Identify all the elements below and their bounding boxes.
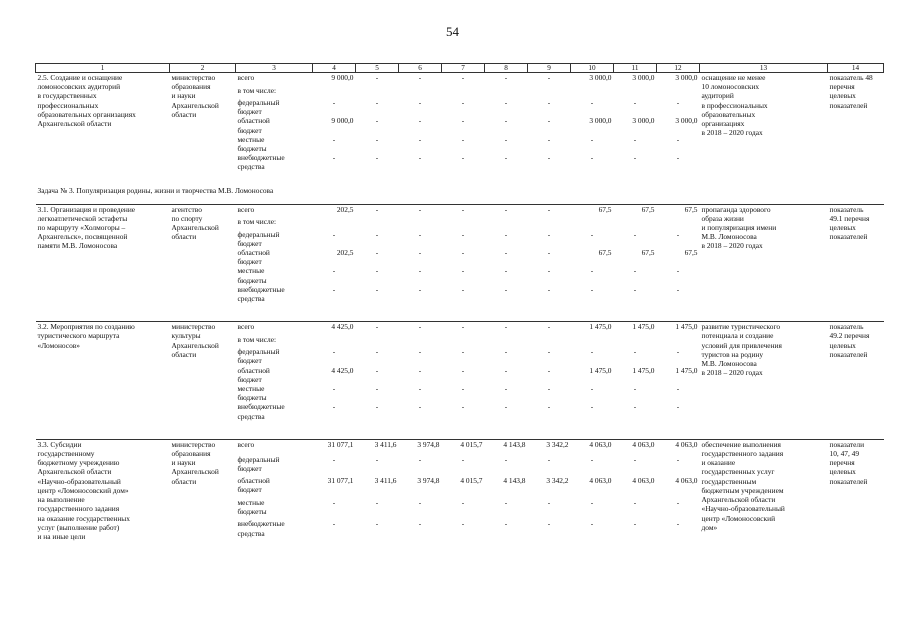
amount-cell: -	[418, 402, 422, 412]
measure-title: 3.2. Мероприятия по созданию туристического маршрута «Ломоносов»	[37, 322, 135, 350]
amount-cell: 3 974,8	[417, 439, 440, 449]
amount-cell: -	[375, 73, 379, 82]
amount-cell: -	[676, 229, 680, 239]
amount-cell: -	[418, 73, 422, 82]
amount-cell: 1 475,0	[675, 322, 698, 332]
amount-cell: -	[547, 365, 551, 375]
amount-cell: -	[633, 497, 637, 507]
amount-cell: -	[547, 116, 551, 126]
amount-cell: -	[547, 153, 551, 163]
amount-cell: -	[547, 402, 551, 412]
amount-cell: -	[633, 519, 637, 529]
amount-cell	[356, 335, 399, 348]
amount-cell: -	[547, 497, 551, 507]
executor: министерство культуры Архангельской области	[171, 322, 219, 359]
amount-cell: 4 063,0	[675, 476, 698, 486]
amount-cell	[313, 86, 356, 99]
amount-cell	[614, 86, 657, 99]
amount-cell	[442, 217, 485, 230]
amount-cell: -	[461, 116, 465, 126]
amount-cell: -	[461, 98, 465, 107]
amount-cell: 31 077,1	[327, 439, 354, 449]
funding-source: всего	[237, 439, 255, 449]
amount-cell: -	[418, 229, 422, 239]
amount-cell	[571, 335, 614, 348]
amount-cell: -	[633, 347, 637, 357]
amount-cell: 4 015,7	[460, 439, 483, 449]
executor: министерство образования и науки Архангельской области	[171, 73, 219, 119]
amount-cell: -	[633, 266, 637, 276]
amount-cell: -	[461, 322, 465, 332]
amount-cell: -	[590, 98, 594, 107]
header-cell: 5	[356, 64, 399, 73]
amount-cell: -	[375, 365, 379, 375]
amount-cell: -	[633, 98, 637, 107]
amount-cell: 4 143,8	[503, 476, 526, 486]
amount-cell: -	[375, 98, 379, 107]
amount-cell: -	[375, 284, 379, 294]
amount-cell: -	[418, 134, 422, 144]
executor: агентство по спорту Архангельской области	[171, 204, 219, 242]
section-gap	[36, 303, 884, 322]
amount-cell: -	[633, 284, 637, 294]
amount-cell: -	[332, 98, 336, 107]
measure-title: 3.1. Организация и проведение легкоатлетической эстафеты по маршруту «Холмогоры – Архангельск», посвященной памяти М.В. Ломоносова	[37, 204, 136, 251]
gap-cell	[36, 421, 884, 440]
amount-cell: -	[504, 248, 508, 258]
amount-cell: -	[504, 402, 508, 412]
amount-cell: -	[461, 497, 465, 507]
funding-source: местные бюджеты	[237, 134, 267, 154]
expected-result: развитие туристического потенциала и создание условий для привлечения туристов на родину М.В. Ломоносова в 2018 – 2020 годах	[701, 322, 782, 378]
funding-source: федеральный бюджет	[237, 347, 280, 366]
amount-cell	[614, 335, 657, 348]
indicator: показатель 49.1 перечня целевых показателей	[829, 204, 870, 242]
page-number: 54	[446, 24, 459, 39]
gap-cell	[36, 303, 884, 322]
expected-result: обеспечение выполнения государственного задания и оказание государственных услуг государственным бюджетным учреждением Архангельской области «Научно-образовательный центр «Ломоносовский дом»	[701, 439, 785, 532]
amount-cell	[528, 335, 571, 348]
amount-cell: 3 000,0	[632, 73, 655, 82]
amount-cell: -	[375, 384, 379, 394]
amount-cell: 1 475,0	[675, 365, 698, 375]
amount-cell: -	[590, 402, 594, 412]
header-cell: 11	[614, 64, 657, 73]
amount-cell: -	[461, 384, 465, 394]
amount-cell: 4 063,0	[589, 439, 612, 449]
amount-cell: -	[332, 134, 336, 144]
amount-cell: 3 000,0	[675, 73, 698, 82]
amount-cell: 9 000,0	[331, 73, 354, 82]
amount-cell: -	[418, 204, 422, 214]
amount-cell: -	[332, 266, 336, 276]
amount-cell: -	[504, 204, 508, 214]
header-cell: 12	[657, 64, 700, 73]
amount-cell: 67,5	[641, 204, 655, 214]
amount-cell: 1 475,0	[589, 322, 612, 332]
amount-cell: -	[332, 229, 336, 239]
amount-cell: 3 342,2	[546, 439, 569, 449]
indicator: показатель 48 перечня целевых показателей	[829, 73, 873, 110]
amount-cell: -	[418, 347, 422, 357]
amount-cell	[528, 217, 571, 230]
amount-cell: -	[590, 347, 594, 357]
amount-cell: -	[676, 266, 680, 276]
amount-cell: 3 411,6	[374, 476, 397, 486]
funding-source: областной бюджет	[237, 248, 270, 267]
amount-cell: 3 000,0	[589, 116, 612, 126]
section-gap	[36, 172, 884, 182]
amount-cell: -	[590, 454, 594, 464]
amount-cell: -	[633, 384, 637, 394]
funding-source: всего	[237, 322, 255, 332]
amount-cell: -	[676, 284, 680, 294]
amount-cell: -	[590, 153, 594, 163]
amount-cell: -	[547, 73, 551, 82]
amount-cell: -	[418, 365, 422, 375]
amount-cell: -	[375, 322, 379, 332]
amount-cell: -	[332, 454, 336, 464]
amount-cell: -	[461, 134, 465, 144]
amount-cell	[614, 217, 657, 230]
header-cell: 2	[170, 64, 236, 73]
amount-cell: -	[461, 284, 465, 294]
amount-cell: -	[547, 229, 551, 239]
table-row	[36, 73, 884, 86]
table-body	[36, 73, 884, 542]
funding-source: внебюджетные средства	[237, 153, 285, 172]
amount-cell: -	[547, 519, 551, 529]
amount-cell: -	[633, 134, 637, 144]
amount-cell: -	[547, 98, 551, 107]
table-row	[36, 205, 884, 218]
header-cell: 1	[36, 64, 170, 73]
amount-cell: -	[633, 153, 637, 163]
table-row	[36, 440, 884, 455]
amount-cell: -	[504, 153, 508, 163]
amount-cell: -	[418, 153, 422, 163]
amount-cell: -	[504, 266, 508, 276]
amount-cell: -	[418, 266, 422, 276]
amount-cell: -	[504, 384, 508, 394]
executor: министерство образования и науки Архангельской области	[171, 439, 219, 486]
header-cell: 14	[828, 64, 884, 73]
amount-cell	[399, 217, 442, 230]
header-cell: 13	[700, 64, 828, 73]
measure-title: 3.3. Субсидии государственному бюджетному учреждению Архангельской области «Научно-образовательный центр «Ломоносовский дом» на выполнение государственного задания на оказание государственных услуг (выполнение работ) и на иные цели	[37, 439, 130, 541]
funding-source: областной бюджет	[237, 116, 270, 135]
amount-cell: -	[461, 365, 465, 375]
amount-cell: -	[676, 519, 680, 529]
amount-cell: -	[418, 284, 422, 294]
amount-cell: 202,5	[336, 248, 354, 258]
amount-cell: -	[461, 73, 465, 82]
funding-source: внебюджетные средства	[237, 284, 285, 304]
amount-cell	[571, 86, 614, 99]
amount-cell: 3 974,8	[417, 476, 440, 486]
amount-cell: 67,5	[598, 204, 612, 214]
table-row	[36, 322, 884, 335]
amount-cell: 67,5	[641, 248, 655, 258]
task-row	[36, 182, 884, 205]
funding-source: местные бюджеты	[237, 384, 267, 403]
amount-cell: -	[504, 116, 508, 126]
expected-result: оснащение не менее 10 ломоносовских аудиторий в профессиональных образовательных организациях в 2018 – 2020 годах	[701, 73, 768, 138]
amount-cell	[313, 217, 356, 230]
amount-cell: -	[461, 266, 465, 276]
amount-cell: -	[332, 153, 336, 163]
amount-cell: -	[504, 365, 508, 375]
amount-cell: -	[418, 497, 422, 507]
header-cell: 10	[571, 64, 614, 73]
amount-cell	[657, 217, 700, 230]
amount-cell	[399, 86, 442, 99]
amount-cell	[442, 335, 485, 348]
funding-source: федеральный бюджет	[237, 98, 280, 117]
indicator: показатель 49.2 перечня целевых показателей	[829, 322, 870, 359]
amount-cell: -	[547, 384, 551, 394]
amount-cell: -	[547, 454, 551, 464]
amount-cell: -	[547, 322, 551, 332]
amount-cell	[442, 86, 485, 99]
funding-source: местные бюджеты	[237, 266, 267, 285]
amount-cell: 1 475,0	[589, 365, 612, 375]
amount-cell: -	[375, 153, 379, 163]
amount-cell: 1 475,0	[632, 365, 655, 375]
amount-cell	[528, 86, 571, 99]
task-title: Задача № 3. Популяризация родины, жизни и творчества М.В. Ломоносова	[37, 185, 274, 195]
amount-cell	[356, 86, 399, 99]
amount-cell: -	[375, 134, 379, 144]
amount-cell: 4 015,7	[460, 476, 483, 486]
funding-source: областной бюджет	[237, 476, 270, 495]
amount-cell: -	[418, 116, 422, 126]
amount-cell: -	[332, 519, 336, 529]
amount-cell: -	[418, 98, 422, 107]
amount-cell: -	[418, 519, 422, 529]
funding-source: федеральный бюджет	[237, 229, 280, 248]
amount-cell	[313, 335, 356, 348]
amount-cell: -	[547, 248, 551, 258]
amount-cell: 3 342,2	[546, 476, 569, 486]
amount-cell: -	[504, 284, 508, 294]
amount-cell: 4 425,0	[331, 322, 354, 332]
funding-source: внебюджетные средства	[237, 402, 285, 421]
amount-cell: 3 000,0	[675, 116, 698, 126]
amount-cell: -	[504, 347, 508, 357]
header-cell: 9	[528, 64, 571, 73]
amount-cell: -	[676, 454, 680, 464]
funding-source: областной бюджет	[237, 365, 270, 384]
header-cell: 6	[399, 64, 442, 73]
amount-cell: -	[375, 248, 379, 258]
amount-cell: -	[590, 519, 594, 529]
indicator: показатели 10, 47, 49 перечня целевых показателей	[829, 439, 868, 486]
amount-cell: -	[461, 229, 465, 239]
amount-cell: 3 411,6	[374, 439, 397, 449]
amount-cell: -	[547, 204, 551, 214]
amount-cell: -	[547, 347, 551, 357]
amount-cell	[356, 217, 399, 230]
amount-cell: -	[504, 73, 508, 82]
amount-cell: -	[332, 402, 336, 412]
amount-cell: -	[633, 229, 637, 239]
amount-cell: -	[332, 347, 336, 357]
amount-cell: -	[676, 402, 680, 412]
amount-cell	[485, 217, 528, 230]
amount-cell: -	[547, 266, 551, 276]
amount-cell: -	[375, 347, 379, 357]
amount-cell	[657, 86, 700, 99]
amount-cell: 202,5	[336, 204, 354, 214]
amount-cell: -	[375, 519, 379, 529]
amount-cell: -	[504, 454, 508, 464]
table-header	[36, 64, 884, 73]
amount-cell: 4 063,0	[632, 439, 655, 449]
expected-result: пропаганда здорового образа жизни и популяризация имени М.В. Ломоносова в 2018 – 2020 годах	[701, 204, 777, 251]
amount-cell: -	[676, 497, 680, 507]
program-table	[35, 63, 884, 541]
amount-cell: -	[504, 229, 508, 239]
amount-cell: -	[676, 98, 680, 107]
amount-cell: -	[332, 384, 336, 394]
amount-cell	[657, 335, 700, 348]
amount-cell: -	[633, 454, 637, 464]
amount-cell: 4 063,0	[589, 476, 612, 486]
amount-cell: -	[461, 402, 465, 412]
header-cell: 3	[236, 64, 313, 73]
section-gap	[36, 421, 884, 440]
amount-cell: 9 000,0	[331, 116, 354, 126]
amount-cell: -	[461, 204, 465, 214]
amount-cell: -	[375, 116, 379, 126]
funding-source: всего	[237, 204, 255, 214]
amount-cell: -	[676, 153, 680, 163]
amount-cell: -	[590, 266, 594, 276]
amount-cell: -	[375, 454, 379, 464]
gap-cell	[36, 172, 884, 182]
funding-source: местные бюджеты	[237, 497, 267, 517]
funding-source: в том числе:	[237, 217, 277, 227]
amount-cell: 4 063,0	[632, 476, 655, 486]
amount-cell: -	[590, 497, 594, 507]
amount-cell: -	[418, 384, 422, 394]
amount-cell: -	[461, 347, 465, 357]
amount-cell: 67,5	[684, 204, 698, 214]
amount-cell: 4 143,8	[503, 439, 526, 449]
amount-cell: 3 000,0	[589, 73, 612, 82]
amount-cell: -	[332, 284, 336, 294]
amount-cell	[399, 335, 442, 348]
amount-cell: -	[504, 98, 508, 107]
measure-title: 2.5. Создание и оснащение ломоносовских аудиторий в государственных профессиональных образовательных организациях Архангельской области	[37, 73, 136, 129]
amount-cell: -	[332, 497, 336, 507]
header-cell: 4	[313, 64, 356, 73]
amount-cell: -	[375, 497, 379, 507]
amount-cell	[485, 86, 528, 99]
amount-cell: 3 000,0	[632, 116, 655, 126]
header-cell: 7	[442, 64, 485, 73]
amount-cell: 4 063,0	[675, 439, 698, 449]
funding-source: в том числе:	[237, 85, 277, 95]
amount-cell: 31 077,1	[327, 476, 354, 486]
amount-cell: -	[375, 402, 379, 412]
amount-cell: -	[418, 322, 422, 332]
amount-cell: -	[418, 454, 422, 464]
amount-cell: -	[590, 384, 594, 394]
amount-cell: -	[375, 229, 379, 239]
amount-cell: -	[676, 384, 680, 394]
amount-cell: -	[461, 519, 465, 529]
header-cell: 8	[485, 64, 528, 73]
amount-cell: -	[633, 402, 637, 412]
amount-cell: -	[375, 266, 379, 276]
amount-cell	[485, 335, 528, 348]
funding-source: всего	[237, 73, 255, 82]
amount-cell: -	[461, 248, 465, 258]
funding-source: в том числе:	[237, 334, 277, 344]
amount-cell: 67,5	[684, 248, 698, 258]
amount-cell: 1 475,0	[632, 322, 655, 332]
funding-source: внебюджетные средства	[237, 519, 285, 538]
amount-cell: -	[590, 229, 594, 239]
amount-cell	[571, 217, 614, 230]
amount-cell: -	[504, 134, 508, 144]
amount-cell: -	[676, 134, 680, 144]
amount-cell: -	[547, 284, 551, 294]
amount-cell: -	[547, 134, 551, 144]
amount-cell: 67,5	[598, 248, 612, 258]
amount-cell: -	[461, 454, 465, 464]
funding-source: федеральный бюджет	[237, 454, 280, 473]
amount-cell: 4 425,0	[331, 365, 354, 375]
amount-cell: -	[375, 204, 379, 214]
amount-cell: -	[504, 322, 508, 332]
amount-cell: -	[590, 284, 594, 294]
amount-cell: -	[590, 134, 594, 144]
amount-cell: -	[504, 519, 508, 529]
amount-cell: -	[504, 497, 508, 507]
amount-cell: -	[418, 248, 422, 258]
amount-cell: -	[461, 153, 465, 163]
amount-cell: -	[676, 347, 680, 357]
